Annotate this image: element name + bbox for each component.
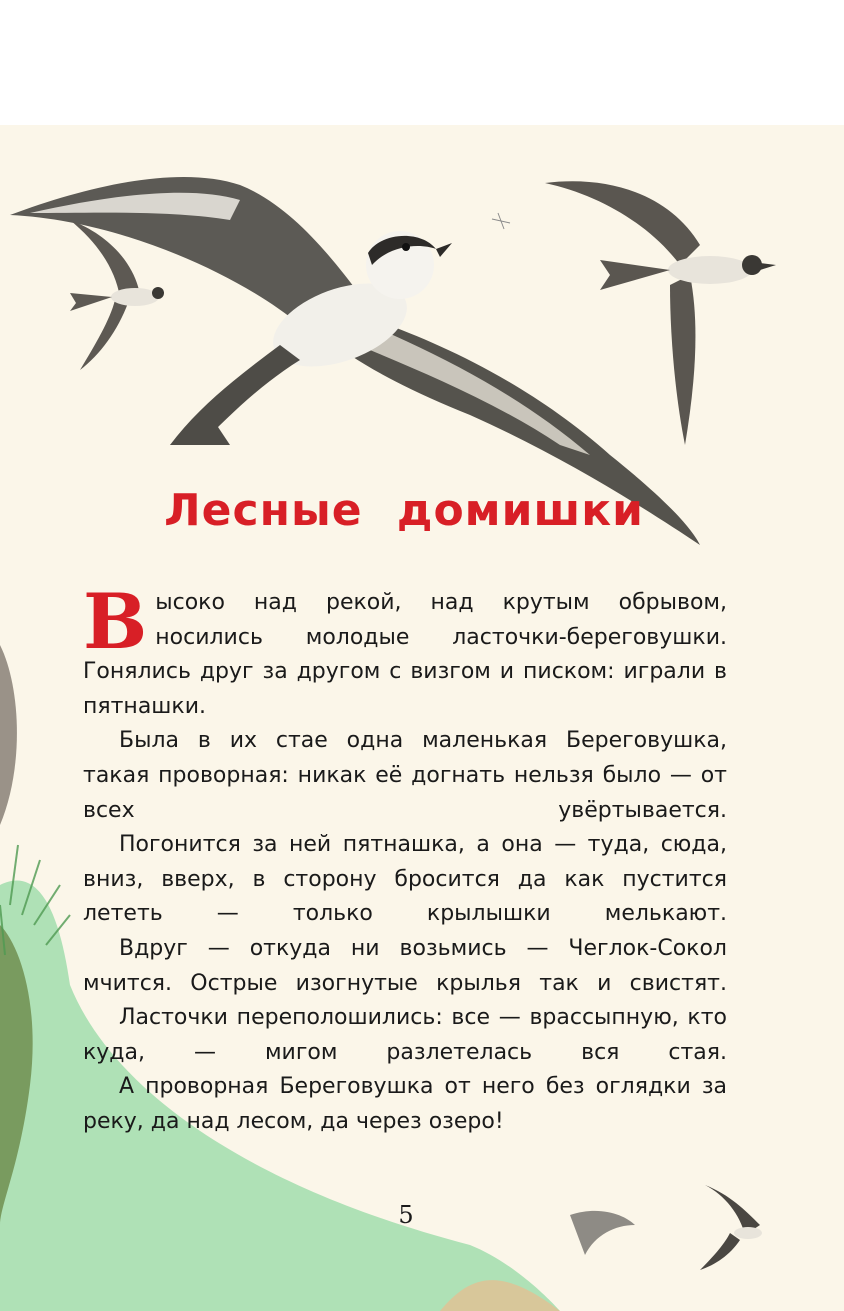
left-edge-shadow [0,645,17,825]
paragraph-3: Погонится за ней пятнашка, а она — туда, сюда, вниз, вверх, в сторону бросится да как пустится лететь — только крылышки мелькают. [83,832,727,927]
paragraph-5: Ласточки переполошились: все — врассыпную, кто куда, — мигом разлетелась вся стая. [83,1005,727,1065]
paragraph-6: А проворная Береговушка от него без оглядки за реку, да над лесом, да через озеро! [83,1074,727,1134]
paragraph-1 [83,577,727,724]
paragraph-4: Вдруг — откуда ни возьмись — Чеглок-Сокол мчится. Острые изогнутые крылья так и свистят. [83,935,727,996]
page-number: 5 [398,1201,414,1229]
story-text [83,577,727,1140]
paragraph-1-text: ысоко над рекой, над крутым обрывом, носились молодые ласточки-береговушки. Гонялись друг за другом с визгом и писком: играли в пятнашки. [83,590,727,719]
chapter-title: Лесные домишки [164,485,644,536]
insect [492,213,510,229]
paragraph-2: Была в их стае одна маленькая Береговушка, такая проворная: никак её догнать нельзя было — от всех увёртывается. [83,728,727,823]
right-swallow [545,181,776,445]
book-page [0,125,844,1311]
drop-cap: В [83,577,148,666]
bottom-right-swallows [570,1185,762,1270]
